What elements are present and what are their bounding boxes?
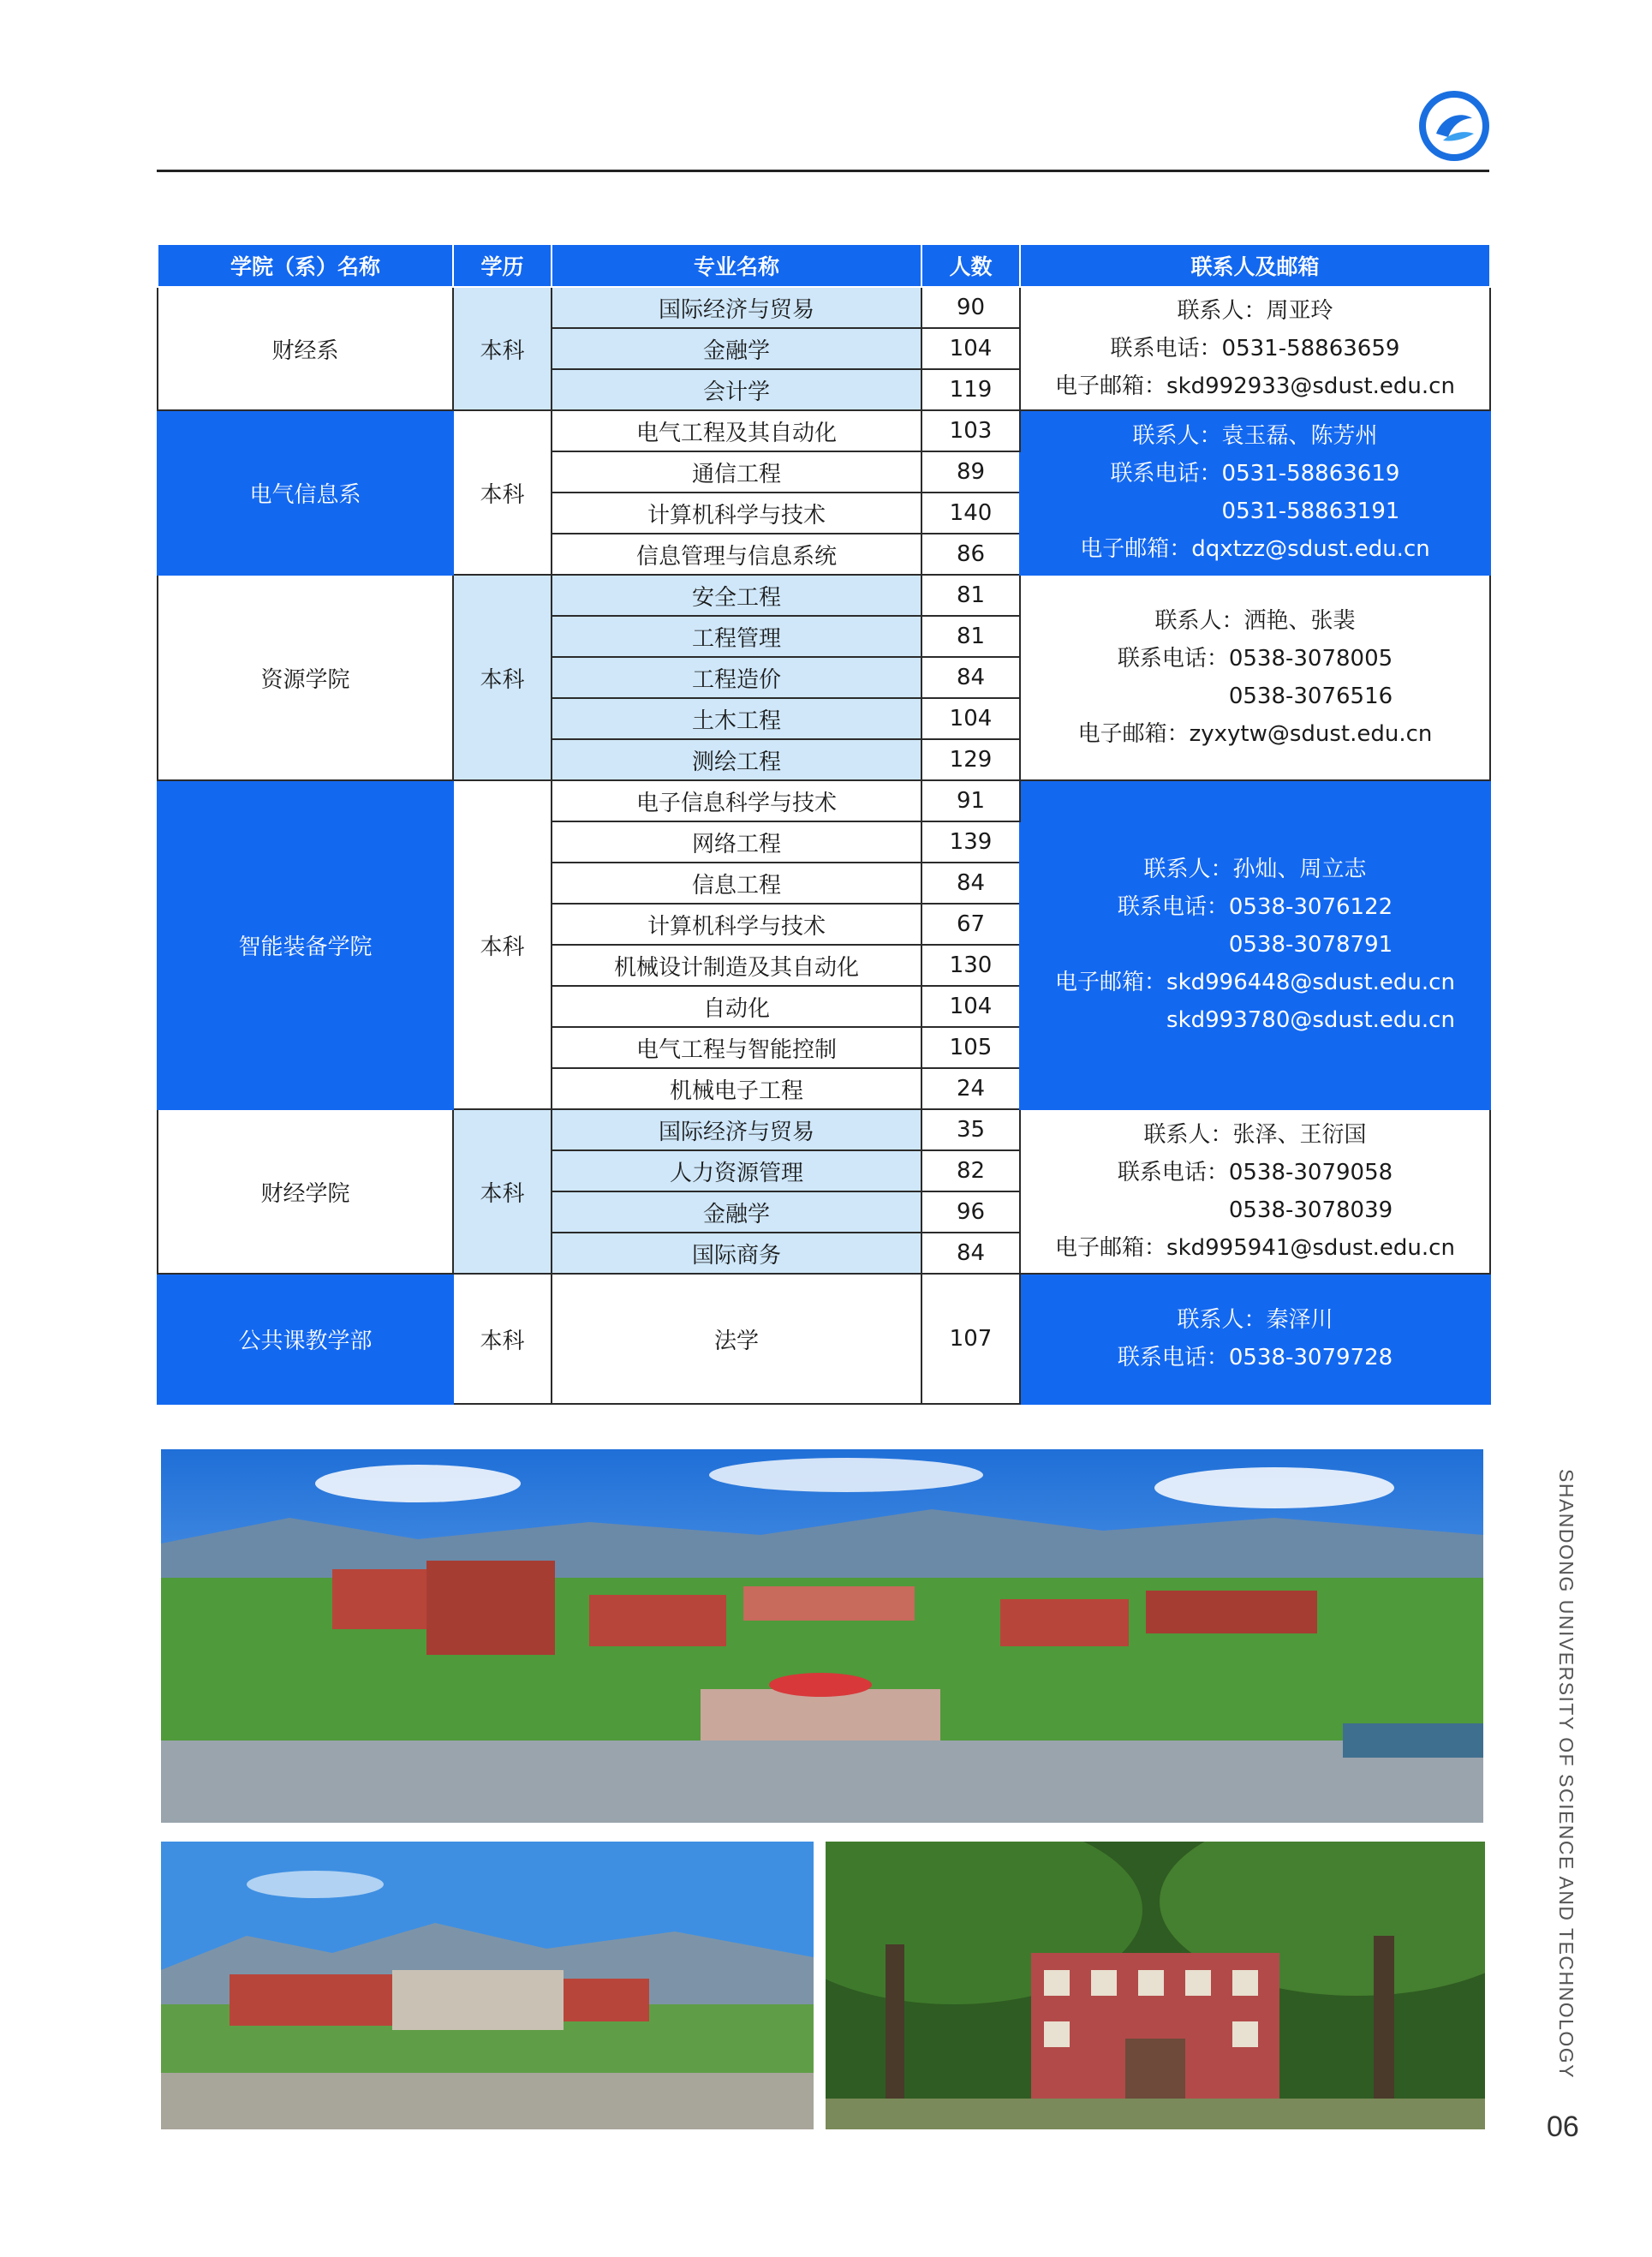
table-row bbox=[158, 1109, 1490, 1150]
college-name-cell: 智能装备学院 bbox=[158, 780, 453, 1109]
student-count-cell: 104 bbox=[921, 986, 1020, 1027]
major-name-cell: 金融学 bbox=[552, 328, 921, 369]
major-name-cell: 信息管理与信息系统 bbox=[552, 534, 921, 575]
major-name-cell: 土木工程 bbox=[552, 698, 921, 739]
student-count-cell: 35 bbox=[921, 1109, 1020, 1150]
major-name-cell: 网络工程 bbox=[552, 821, 921, 863]
contact-line: 联系电话：0538-3078005 bbox=[1117, 646, 1393, 672]
student-count-cell: 89 bbox=[921, 451, 1020, 493]
major-name-cell: 机械电子工程 bbox=[552, 1068, 921, 1109]
contact-line: 联系人：孙灿、周立志 bbox=[1143, 857, 1367, 882]
contact-line: 电子邮箱：zyxytw@sdust.edu.cn bbox=[1077, 721, 1433, 747]
enrollment-table bbox=[157, 243, 1491, 1405]
student-count-cell: 107 bbox=[921, 1274, 1020, 1404]
college-name-cell: 财经学院 bbox=[158, 1109, 453, 1274]
header-college: 学院（系）名称 bbox=[158, 244, 453, 287]
degree-cell: 本科 bbox=[453, 287, 552, 410]
contact-cell bbox=[1020, 287, 1490, 410]
table-body bbox=[158, 287, 1490, 1404]
major-name-cell: 测绘工程 bbox=[552, 739, 921, 780]
contact-line: 0531-58863191 bbox=[1221, 499, 1400, 524]
college-name-cell: 资源学院 bbox=[158, 575, 453, 780]
contact-line: 联系人：袁玉磊、陈芳州 bbox=[1132, 423, 1378, 449]
degree-cell: 本科 bbox=[453, 780, 552, 1109]
major-name-cell: 会计学 bbox=[552, 369, 921, 410]
campus-panorama-photo bbox=[161, 1449, 1483, 1823]
header-rule bbox=[157, 170, 1489, 172]
contact-line: 0538-3076516 bbox=[1228, 684, 1393, 709]
student-count-cell: 81 bbox=[921, 616, 1020, 657]
major-name-cell: 电子信息科学与技术 bbox=[552, 780, 921, 821]
major-name-cell: 工程管理 bbox=[552, 616, 921, 657]
college-name-cell: 财经系 bbox=[158, 287, 453, 410]
major-name-cell: 电气工程与智能控制 bbox=[552, 1027, 921, 1068]
student-count-cell: 139 bbox=[921, 821, 1020, 863]
student-count-cell: 129 bbox=[921, 739, 1020, 780]
contact-line: 电子邮箱：dqxtzz@sdust.edu.cn bbox=[1080, 536, 1430, 562]
contact-line: 0538-3078791 bbox=[1228, 932, 1393, 958]
student-count-cell: 140 bbox=[921, 493, 1020, 534]
student-count-cell: 103 bbox=[921, 410, 1020, 451]
student-count-cell: 104 bbox=[921, 698, 1020, 739]
contact-cell bbox=[1020, 780, 1490, 1109]
contact-line: 联系电话：0538-3076122 bbox=[1117, 894, 1393, 920]
major-name-cell: 自动化 bbox=[552, 986, 921, 1027]
student-count-cell: 84 bbox=[921, 863, 1020, 904]
degree-cell: 本科 bbox=[453, 1274, 552, 1404]
contact-line: 联系人：秦泽川 bbox=[1177, 1307, 1333, 1333]
contact-line: 联系人：周亚玲 bbox=[1177, 298, 1333, 324]
student-count-cell: 67 bbox=[921, 904, 1020, 945]
page-number: 06 bbox=[1547, 2111, 1579, 2143]
contact-line: skd993780@sdust.edu.cn bbox=[1166, 1007, 1455, 1033]
major-name-cell: 国际商务 bbox=[552, 1233, 921, 1274]
contact-line: 联系人：张泽、王衍国 bbox=[1143, 1122, 1367, 1148]
table-row bbox=[158, 780, 1490, 821]
major-name-cell: 国际经济与贸易 bbox=[552, 1109, 921, 1150]
contact-line: 联系电话：0538-3079728 bbox=[1117, 1345, 1393, 1370]
student-count-cell: 84 bbox=[921, 657, 1020, 698]
college-name-cell: 电气信息系 bbox=[158, 410, 453, 575]
major-name-cell: 安全工程 bbox=[552, 575, 921, 616]
contact-line: 联系电话：0531-58863619 bbox=[1110, 461, 1400, 487]
header-major: 专业名称 bbox=[552, 244, 921, 287]
contact-line: 联系电话：0531-58863659 bbox=[1110, 336, 1400, 361]
student-count-cell: 104 bbox=[921, 328, 1020, 369]
contact-cell bbox=[1020, 1109, 1490, 1274]
contact-line: 电子邮箱：skd996448@sdust.edu.cn bbox=[1055, 970, 1455, 995]
major-name-cell: 通信工程 bbox=[552, 451, 921, 493]
major-name-cell: 计算机科学与技术 bbox=[552, 904, 921, 945]
header-degree: 学历 bbox=[453, 244, 552, 287]
major-name-cell: 人力资源管理 bbox=[552, 1150, 921, 1191]
campus-building-photo bbox=[826, 1842, 1485, 2129]
table-row bbox=[158, 1274, 1490, 1404]
major-name-cell: 金融学 bbox=[552, 1191, 921, 1233]
degree-cell: 本科 bbox=[453, 410, 552, 575]
table-row bbox=[158, 575, 1490, 616]
contact-line: 电子邮箱：skd995941@sdust.edu.cn bbox=[1055, 1235, 1455, 1261]
side-university-name: SHANDONG UNIVERSITY OF SCIENCE AND TECHNOLOGY bbox=[1555, 1469, 1577, 2080]
student-count-cell: 86 bbox=[921, 534, 1020, 575]
table-header-row bbox=[158, 244, 1490, 287]
student-count-cell: 82 bbox=[921, 1150, 1020, 1191]
table-row bbox=[158, 410, 1490, 451]
student-count-cell: 119 bbox=[921, 369, 1020, 410]
student-count-cell: 105 bbox=[921, 1027, 1020, 1068]
student-count-cell: 90 bbox=[921, 287, 1020, 328]
header-contact: 联系人及邮箱 bbox=[1020, 244, 1490, 287]
degree-cell: 本科 bbox=[453, 575, 552, 780]
major-name-cell: 国际经济与贸易 bbox=[552, 287, 921, 328]
header-count: 人数 bbox=[921, 244, 1020, 287]
table-row bbox=[158, 287, 1490, 328]
student-count-cell: 130 bbox=[921, 945, 1020, 986]
major-name-cell: 计算机科学与技术 bbox=[552, 493, 921, 534]
contact-cell bbox=[1020, 410, 1490, 575]
contact-cell bbox=[1020, 1274, 1490, 1404]
contact-line: 联系人：洒艳、张裴 bbox=[1154, 608, 1356, 634]
major-name-cell: 信息工程 bbox=[552, 863, 921, 904]
student-count-cell: 81 bbox=[921, 575, 1020, 616]
campus-mountain-photo bbox=[161, 1842, 814, 2129]
contact-line: 电子邮箱：skd992933@sdust.edu.cn bbox=[1055, 373, 1455, 399]
contact-line: 0538-3078039 bbox=[1228, 1197, 1393, 1223]
student-count-cell: 96 bbox=[921, 1191, 1020, 1233]
major-name-cell: 电气工程及其自动化 bbox=[552, 410, 921, 451]
major-name-cell: 法学 bbox=[552, 1274, 921, 1404]
student-count-cell: 84 bbox=[921, 1233, 1020, 1274]
major-name-cell: 工程造价 bbox=[552, 657, 921, 698]
contact-line: 联系电话：0538-3079058 bbox=[1117, 1160, 1393, 1185]
university-logo-icon bbox=[1417, 89, 1491, 163]
student-count-cell: 24 bbox=[921, 1068, 1020, 1109]
major-name-cell: 机械设计制造及其自动化 bbox=[552, 945, 921, 986]
college-name-cell: 公共课教学部 bbox=[158, 1274, 453, 1404]
contact-cell bbox=[1020, 575, 1490, 780]
student-count-cell: 91 bbox=[921, 780, 1020, 821]
degree-cell: 本科 bbox=[453, 1109, 552, 1274]
